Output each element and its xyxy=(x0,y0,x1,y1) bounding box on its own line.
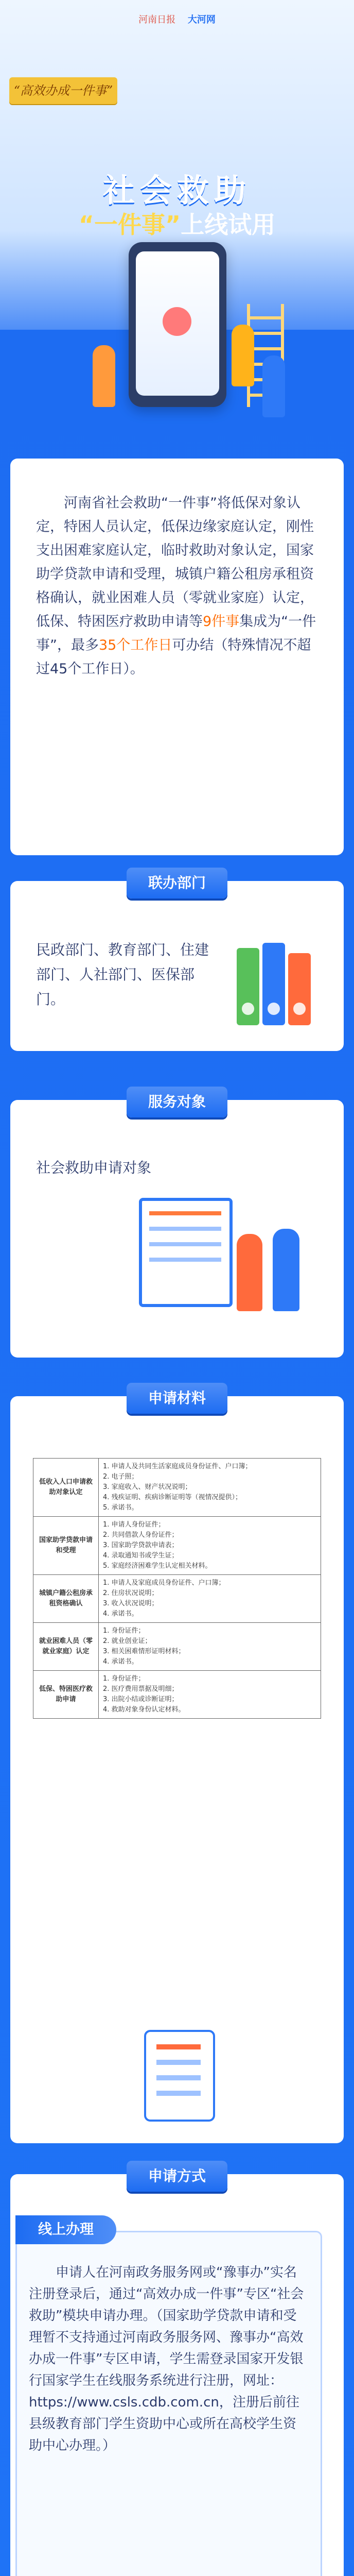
logo-bar xyxy=(0,12,354,26)
person-figure xyxy=(232,325,254,386)
dept-card xyxy=(10,874,344,1051)
folder-icon xyxy=(288,953,311,1025)
table-row xyxy=(33,1671,321,1719)
intro-text xyxy=(36,492,324,681)
material-line: 5. 承诺书。 xyxy=(103,1504,138,1512)
table-cell-value xyxy=(99,1623,321,1671)
phone-screen xyxy=(136,251,219,396)
material-line: 1. 申请人及共同生活家庭成员身份证件、户口簿； xyxy=(103,1463,252,1470)
header-banner xyxy=(0,0,354,330)
folder-icon xyxy=(262,943,285,1025)
document-icon xyxy=(144,2030,215,2122)
materials-table xyxy=(33,1458,321,1719)
online-badge: 线上办理 xyxy=(15,2215,116,2244)
target-badge: 服务对象 xyxy=(127,1087,227,1117)
person-figure xyxy=(237,1234,262,1311)
material-line: 3. 出院小结或诊断证明； xyxy=(103,1696,179,1703)
heart-icon xyxy=(163,307,191,336)
table-row xyxy=(33,1517,321,1575)
people-illustration xyxy=(139,1198,324,1332)
subtitle-highlight: “一件事” xyxy=(78,211,181,239)
material-line: 3. 国家助学贷款申请表； xyxy=(103,1541,179,1549)
table-cell-value xyxy=(99,1671,321,1719)
material-line: 2. 就业创业证； xyxy=(103,1637,152,1645)
table-cell-key: 就业困难人员（零就业家庭）认定 xyxy=(33,1623,99,1671)
intro-highlight-days: 35个工作日 xyxy=(99,637,172,653)
material-line: 2. 住房状况说明； xyxy=(103,1589,158,1597)
material-line: 1. 身份证件； xyxy=(103,1675,145,1683)
material-line: 4. 录取通知书或学生证； xyxy=(103,1552,179,1560)
table-cell-key: 低收入人口申请救助对象认定 xyxy=(33,1459,99,1517)
board-icon xyxy=(139,1198,233,1307)
intro-text-part: 可办结（特殊情况不超过45个工作日）。 xyxy=(36,637,311,677)
material-line: 4. 救助对象身份认定材料。 xyxy=(103,1706,185,1714)
logo-henan-daily: 河南日报 xyxy=(138,14,176,25)
material-line: 1. 申请人身份证件； xyxy=(103,1521,165,1529)
subtitle-rest: 上线试用 xyxy=(181,211,276,239)
target-card xyxy=(10,1093,344,1358)
online-text: 申请人在河南政务服务网或“豫事办”实名注册登录后，通过“高效办成一件事”专区“社会救助”模块申请办理。（国家助学贷款申请和受理暂不支持通过河南政务服务网、豫事办“高效办成一件事”专区申请，学生需登录国家开发银行国家学生在线服务系统进行注册，网址：https://www.csls.cdb.com.cn，注册后前往县级教育部门学生资助中心或所在高校学生资助中心办理。） xyxy=(29,2265,304,2453)
material-line: 3. 收入状况说明； xyxy=(103,1600,158,1607)
intro-card xyxy=(10,459,344,855)
material-line: 4. 承诺书。 xyxy=(103,1610,138,1618)
table-cell-value xyxy=(99,1517,321,1575)
material-line: 2. 医疗费用票据及明细； xyxy=(103,1685,179,1693)
table-cell-value xyxy=(99,1459,321,1517)
material-line: 2. 电子照； xyxy=(103,1473,138,1481)
folder-icon xyxy=(237,948,259,1025)
table-row xyxy=(33,1623,321,1671)
material-line: 5. 家庭经济困难学生认定相关材料。 xyxy=(103,1562,212,1570)
person-figure xyxy=(262,355,285,417)
material-line: 1. 申请人及家庭成员身份证件、户口簿； xyxy=(103,1579,225,1587)
ways-badge: 申请方式 xyxy=(127,2161,227,2192)
table-row xyxy=(33,1459,321,1517)
material-line: 3. 家庭收入、财产状况说明； xyxy=(103,1483,192,1491)
person-figure xyxy=(93,345,115,407)
target-text: 社会救助申请对象 xyxy=(36,1159,152,1176)
table-cell-key: 低保、特困医疗救助申请 xyxy=(33,1671,99,1719)
slogan-tag: “高效办成一件事” xyxy=(9,77,117,104)
materials-card xyxy=(10,1389,344,2143)
table-cell-key: 国家助学贷款申请和受理 xyxy=(33,1517,99,1575)
phone-illustration xyxy=(62,242,292,417)
table-cell-key: 城镇户籍公租房承租资格确认 xyxy=(33,1575,99,1623)
material-line: 4. 残疾证明、疾病诊断证明等（视情况提供）； xyxy=(103,1494,242,1501)
material-line: 1. 身份证件； xyxy=(103,1627,145,1635)
table-row xyxy=(33,1575,321,1623)
page-subtitle xyxy=(0,206,354,240)
material-line: 2. 共同借款人身份证件； xyxy=(103,1531,179,1539)
folders-illustration xyxy=(237,938,329,1025)
page-title: 社会救助 xyxy=(102,172,251,209)
dept-badge: 联办部门 xyxy=(127,868,227,899)
intro-text-part: 集成为“一件事”，最多 xyxy=(36,614,316,653)
phone-icon xyxy=(129,242,226,407)
table-cell-value xyxy=(99,1575,321,1623)
dept-text: 民政部门、教育部门、住建部门、人社部门、医保部门。 xyxy=(36,941,209,1008)
material-line: 3. 相关困难情形证明材料； xyxy=(103,1648,185,1655)
material-line: 4. 承诺书。 xyxy=(103,1658,138,1666)
logo-dahe: 大河网 xyxy=(187,14,216,25)
person-figure xyxy=(273,1229,299,1311)
intro-text-part: 河南省社会救助“一件事”将低保对象认定，特困人员认定，低保边缘家庭认定，刚性支出困难家庭认定，临时救助对象认定，国家助学贷款申请和受理，城镇户籍公租房承租资格确认，就业困难人员（零就业家庭）认定，低保、特困医疗救助申请等 xyxy=(36,495,314,630)
intro-highlight-count: 9件事 xyxy=(203,614,240,630)
materials-badge: 申请材料 xyxy=(127,1383,227,1414)
